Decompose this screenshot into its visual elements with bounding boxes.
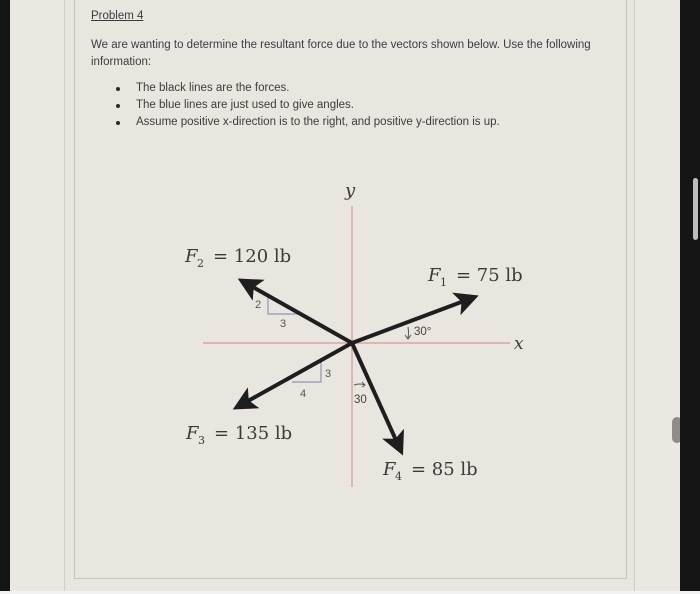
f3-slope-run: 4 <box>300 388 307 400</box>
f2-slope-rise: 2 <box>255 299 262 311</box>
x-axis-label: x <box>514 334 524 354</box>
bullet-item: The blue lines are just used to give angles. <box>110 97 500 114</box>
f4-angle-label: 30 <box>354 394 367 406</box>
bullet-item: Assume positive x-direction is to the right, and positive y-direction is up. <box>110 114 500 131</box>
force-f1-arrow <box>352 298 472 343</box>
f1-angle-arc-icon <box>408 327 409 338</box>
svg-text:F: F <box>428 265 441 286</box>
force-f2-arrow <box>244 282 352 343</box>
svg-text:F: F <box>185 246 198 267</box>
force-f1-label <box>427 265 523 289</box>
svg-text:1: 1 <box>440 276 447 289</box>
f2-slope-run: 3 <box>280 318 287 330</box>
force-f3-arrow <box>239 343 352 406</box>
svg-text:F: F <box>186 423 199 444</box>
svg-text:= 75 lb: = 75 lb <box>456 265 523 286</box>
svg-text:F: F <box>383 459 396 480</box>
f4-angle-arc-icon <box>354 384 365 385</box>
svg-text:= 120 lb: = 120 lb <box>213 246 292 267</box>
force-f2-label <box>184 246 291 270</box>
svg-text:2: 2 <box>197 257 204 270</box>
force-f4-label <box>382 459 478 483</box>
scrollbar-thumb[interactable] <box>693 178 698 240</box>
f1-angle-label: 30° <box>414 326 432 338</box>
f3-slope-rise: 3 <box>325 368 332 380</box>
force-f3-label <box>185 423 292 447</box>
svg-text:4: 4 <box>395 470 402 483</box>
screen-bezel-right <box>680 0 700 594</box>
bullet-item: The black lines are the forces. <box>110 80 500 97</box>
problem-title: Problem 4 <box>91 10 144 22</box>
svg-text:3: 3 <box>198 434 205 447</box>
svg-text:= 85 lb: = 85 lb <box>411 459 478 480</box>
svg-text:= 135 lb: = 135 lb <box>214 423 293 444</box>
y-axis-label: y <box>345 180 356 201</box>
problem-intro: We are wanting to determine the resultant force due to the vectors shown below. Use the following information: <box>91 39 591 68</box>
